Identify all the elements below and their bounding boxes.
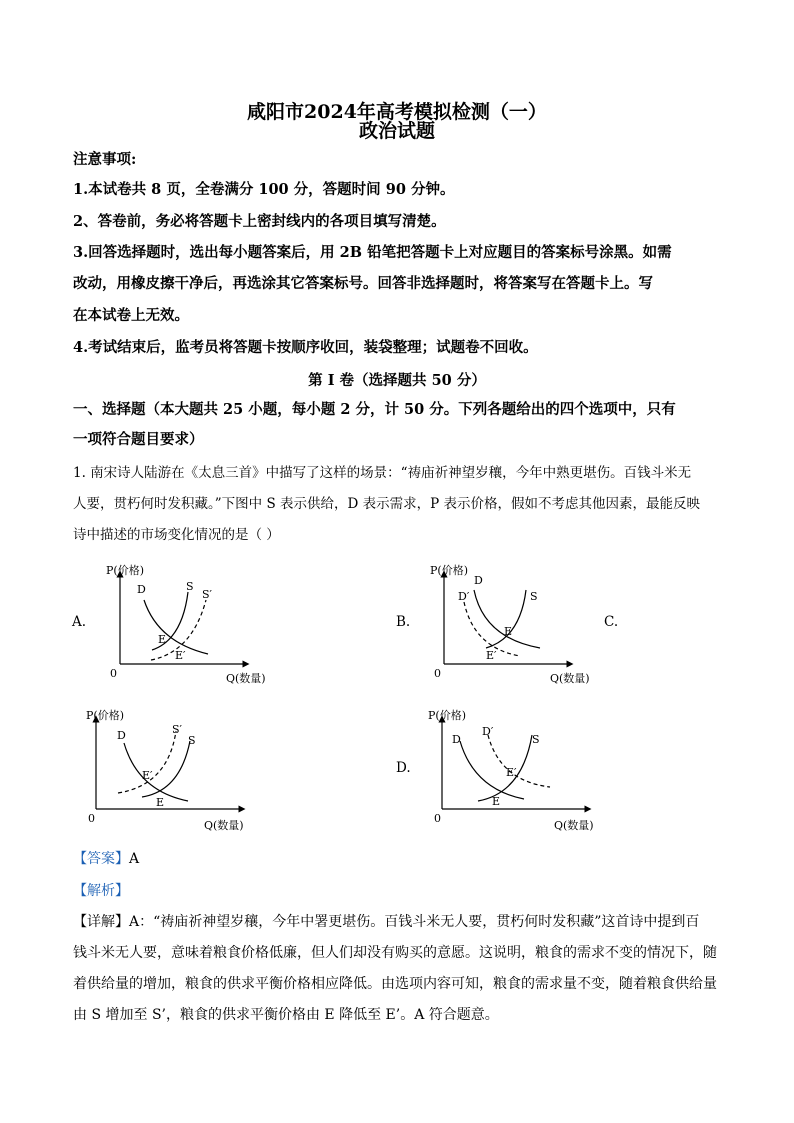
supply-curve-shifted xyxy=(118,731,176,793)
origin-label: 0 xyxy=(110,667,117,680)
notice-item: 在本试卷上无效。 xyxy=(73,307,189,324)
origin-label: 0 xyxy=(434,667,441,680)
option-d-label: D. xyxy=(396,760,411,776)
q-axis-label: Q(数量) xyxy=(550,672,590,685)
equilibrium-shifted-label: E′ xyxy=(175,649,186,662)
q-axis-label: Q(数量) xyxy=(554,819,594,832)
answer-row xyxy=(73,848,139,868)
option-c-label: C. xyxy=(604,614,619,630)
supply-label: S xyxy=(532,733,540,746)
demand-curve-shifted xyxy=(488,735,550,787)
supply-shifted-label: S′ xyxy=(202,588,213,601)
question-text: 诗中描述的市场变化情况的是（ ） xyxy=(73,527,280,543)
demand-label: D xyxy=(474,574,483,587)
demand-label: D xyxy=(137,583,146,596)
p-axis-label: P(价格) xyxy=(428,709,466,722)
supply-label: S xyxy=(188,734,196,747)
p-axis-label: P(价格) xyxy=(430,564,468,577)
supply-label: S xyxy=(186,580,194,593)
exam-title: 咸阳市2024年高考模拟检测（一） xyxy=(247,101,547,123)
demand-label: D xyxy=(117,729,126,742)
detail-text: A：“祷庙祈神望岁穰，今年中署更堪伤。百钱斗米无人要，贯朽何时发积藏”这首诗中提到百 xyxy=(129,914,700,930)
detail-line xyxy=(73,911,699,931)
question-text: 1. 南宋诗人陆游在《太息三首》中描写了这样的场景：“祷庙祈神望岁穰，今年中熟更堪伤。百钱斗米无 xyxy=(73,465,692,481)
q-axis-label: Q(数量) xyxy=(204,819,244,832)
notice-heading: 注意事项: xyxy=(73,151,137,168)
graph-a xyxy=(96,560,266,690)
equilibrium-label: E xyxy=(492,795,501,808)
origin-label: 0 xyxy=(88,812,95,825)
equilibrium-label: E xyxy=(158,633,167,646)
equilibrium-shifted-label: E′ xyxy=(142,769,153,782)
section-title: 第 I 卷（选择题共 50 分） xyxy=(308,372,486,389)
demand-label: D xyxy=(452,733,461,746)
question-text: 人要，贯朽何时发积藏。”下图中 S 表示供给，D 表示需求，P 表示价格，假如不考虑其他因素，最能反映 xyxy=(73,496,700,512)
answer-label: 【答案】 xyxy=(73,851,129,867)
analysis-label: 【解析】 xyxy=(73,883,129,899)
detail-line: 钱斗米无人要，意味着粮食价格低廉，但人们却没有购买的意愿。这说明，粮食的需求不变的情况下，随 xyxy=(73,945,717,961)
equilibrium-shifted-label: E′ xyxy=(486,649,497,662)
section-instruction: 一项符合题目要求） xyxy=(73,431,204,448)
demand-curve xyxy=(144,600,208,654)
section-instruction: 一、选择题（本大题共 25 小题，每小题 2 分，计 50 分。下列各题给出的四个选项中，只有 xyxy=(73,401,676,418)
answer-value: A xyxy=(129,851,140,867)
notice-item: 2、答卷前，务必将答题卡上密封线内的各项目填写清楚。 xyxy=(73,213,446,230)
graph-b xyxy=(420,560,590,690)
p-axis-label: P(价格) xyxy=(106,564,144,577)
q-axis-label: Q(数量) xyxy=(226,672,266,685)
detail-line: 着供给量的增加，粮食的供求平衡价格相应降低。由选项内容可知，粮食的需求量不变，随着粮食供给量 xyxy=(73,976,717,992)
supply-label: S xyxy=(530,590,538,603)
option-b-label: B. xyxy=(396,614,411,630)
detail-line: 由 S 增加至 S’，粮食的供求平衡价格由 E 降低至 E’。A 符合题意。 xyxy=(73,1007,499,1023)
supply-curve xyxy=(486,590,526,648)
graph-d xyxy=(418,705,608,835)
equilibrium-label: E xyxy=(156,796,165,809)
supply-shifted-label: S′ xyxy=(172,723,183,736)
equilibrium-shifted-label: E′ xyxy=(506,766,517,779)
notice-item: 3.回答选择题时，选出每小题答案后，用 2B 铅笔把答题卡上对应题目的答案标号涂黑。如需 xyxy=(73,244,672,261)
supply-curve xyxy=(478,735,532,801)
option-a-label: A. xyxy=(72,614,87,630)
equilibrium-label: E xyxy=(504,625,513,638)
demand-shifted-label: D′ xyxy=(458,590,470,603)
detail-label: 【详解】 xyxy=(73,914,129,930)
notice-item: 4.考试结束后，监考员将答题卡按顺序收回，装袋整理；试题卷不回收。 xyxy=(73,339,538,356)
origin-label: 0 xyxy=(434,812,441,825)
analysis-row xyxy=(73,880,129,900)
notice-item: 改动，用橡皮擦干净后，再选涂其它答案标号。回答非选择题时，将答案写在答题卡上。写 xyxy=(73,275,653,292)
graph-c xyxy=(72,705,262,835)
exam-subject: 政治试题 xyxy=(358,120,435,142)
p-axis-label: P(价格) xyxy=(86,709,124,722)
demand-shifted-label: D′ xyxy=(482,725,494,738)
notice-item: 1.本试卷共 8 页，全卷满分 100 分，答题时间 90 分钟。 xyxy=(73,181,455,198)
